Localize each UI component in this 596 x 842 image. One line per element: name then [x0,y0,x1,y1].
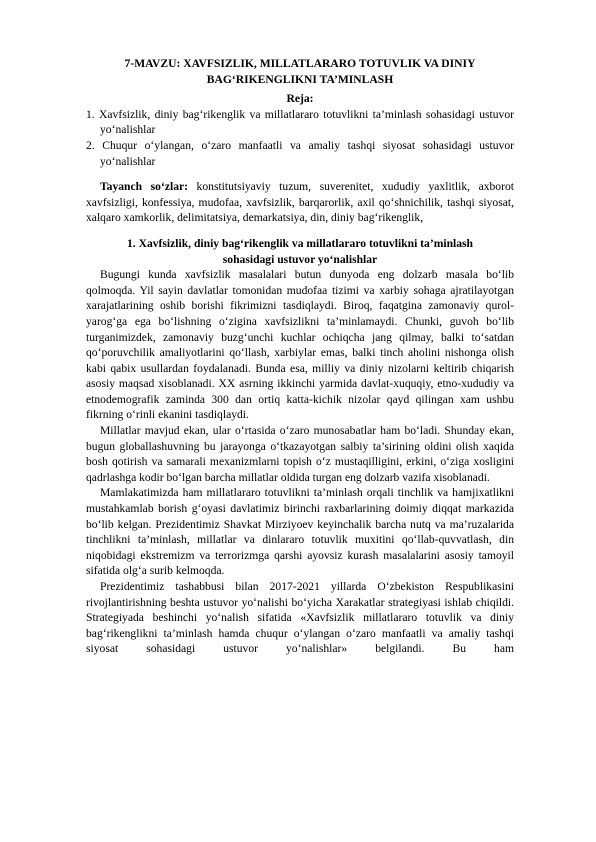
document-page [86,56,514,657]
keywords-paragraph [86,179,514,226]
keywords-label: Tayanch so‘zlar: [100,180,188,194]
plan-item: 2. Chuqur o‘ylangan, o‘zaro manfaatli va amaliy tashqi siyosat sohasidagi ustuvor yo‘nalishlar [86,138,514,168]
body-paragraph: Bugungi kunda xavfsizlik masalalari butun dunyoda eng dolzarb masala bo‘lib qolmoqda. Yil sayin davlatlar tomonidan mudofaa tizimi va xarbiy sohaga ajratilayotgan xarajatlarining oshib borishi fikrimizni tasdiqlaydi. Biroq, faqatgina zamonaviy qurol-yarog‘ga ega bo‘lishning o‘zigina xavfsizlikni ta’minlamaydi. Chunki, guvoh bo‘lib turganimizdek, zamonaviy buzg‘unchi kuchlar ochiqcha jang qilmay, balki to‘satdan qo‘poruvchilik amaliyotlarini qo‘llash, xarbiylar emas, balki tinch aholini nishonga olish kabi qabix usullardan foydalanadi. Bunda esa, milliy va diniy nizolarni keltirib chiqarish asosiy maqsad xisoblanadi. XX asrning ikkinchi yarmida davlat-xuquqiy, etno-xududiy va etnodemografik zaminda 300 dan ortiq katta-kichik nizolar qayd qilingan xam ushbu fikrning o‘rinli ekanini tasdiqlaydi. [86,268,514,422]
title-line-1: 7-MAVZU: XAVFSIZLIK, MILLATLARARO TOTUVLIK VA DINIY [124,57,476,70]
section-heading-line-1: 1. Xavfsizlik, diniy bag‘rikenglik va millatlararo totuvlikni ta’minlash [126,236,474,250]
plan-heading: Reja: [286,92,314,106]
body-paragraph: Prezidentimiz tashabbusi bilan 2017-2021 yillarda O‘zbekiston Respublikasini rivojlantirishning beshta ustuvor yo‘nalishi bo‘yicha Xarakatlar strategiyasi ishlab chiqildi. Strategiyada beshinchi yo‘nalish sifatida «Xavfsizlik millatlararo totuvlik va diniy bag‘rikenglikni ta’minlash hamda chuqur o‘ylangan o‘zaro manfaatli va amaliy tashqi siyosat sohasidagi ustuvor yo‘nalishlar» belgilandi. Bu ham [86,580,514,656]
document-title [86,56,514,87]
section-heading [86,236,514,267]
body-paragraph: Millatlar mavjud ekan, ular o‘rtasida o‘zaro munosabatlar ham bo‘ladi. Shunday ekan, bugun globallashuvning bu jarayonga o‘tkazayotgan salbiy ta’sirining oldini olish xaqida bosh qotirish va samarali mexanizmlarni topish o‘z mustaqilligini, erkini, o‘ziga xosligini qadrlashga kodir bo‘lgan barcha millatlar oldida turgan eng dolzarb vazifa xisoblanadi. [86,424,514,484]
plan-item: 1. Xavfsizlik, diniy bag‘rikenglik va millatlararo totuvlikni ta’minlash sohasidagi ustuvor yo‘nalishlar [86,107,514,137]
keywords-text: konstitutsiyaviy tuzum, suverenitet, xududiy yaxlitlik, axborot xavfsizligi, konfessiya, mudofaa, xavfsizlik, barqarorlik, axil qo‘shnichilik, tashqi siyosat, xalqaro xamkorlik, delimitatsiya, demarkatsiya, din, diniy bag‘rikenglik, [86,180,514,225]
plan-list [86,107,514,169]
title-line-2: BAG‘RIKENGLIKNI TA’MINLASH [206,72,394,86]
body-paragraph: Mamlakatimizda ham millatlararo totuvlikni ta’minlash orqali tinchlik va hamjixatlikni mustahkamlab borish g‘oyasi davlatimiz birinchi raxbarlarining doimiy diqqat markazida bo‘lib kelgan. Prezidentimiz Shavkat Mirziyoev keyinchalik barcha nutq va ma’ruzalarida tinchlikni ta’minlash, millatlar va dinlararo totuvlik muxitini qo‘llab-quvvatlash, din niqobidagi ekstremizm va terrorizmga qarshi ayovsiz kurash masalalarini asosiy tamoyil sifatida olg‘a surib kelmoqda. [86,486,514,578]
section-heading-line-2: sohasidagi ustuvor yo‘nalishlar [222,252,378,266]
